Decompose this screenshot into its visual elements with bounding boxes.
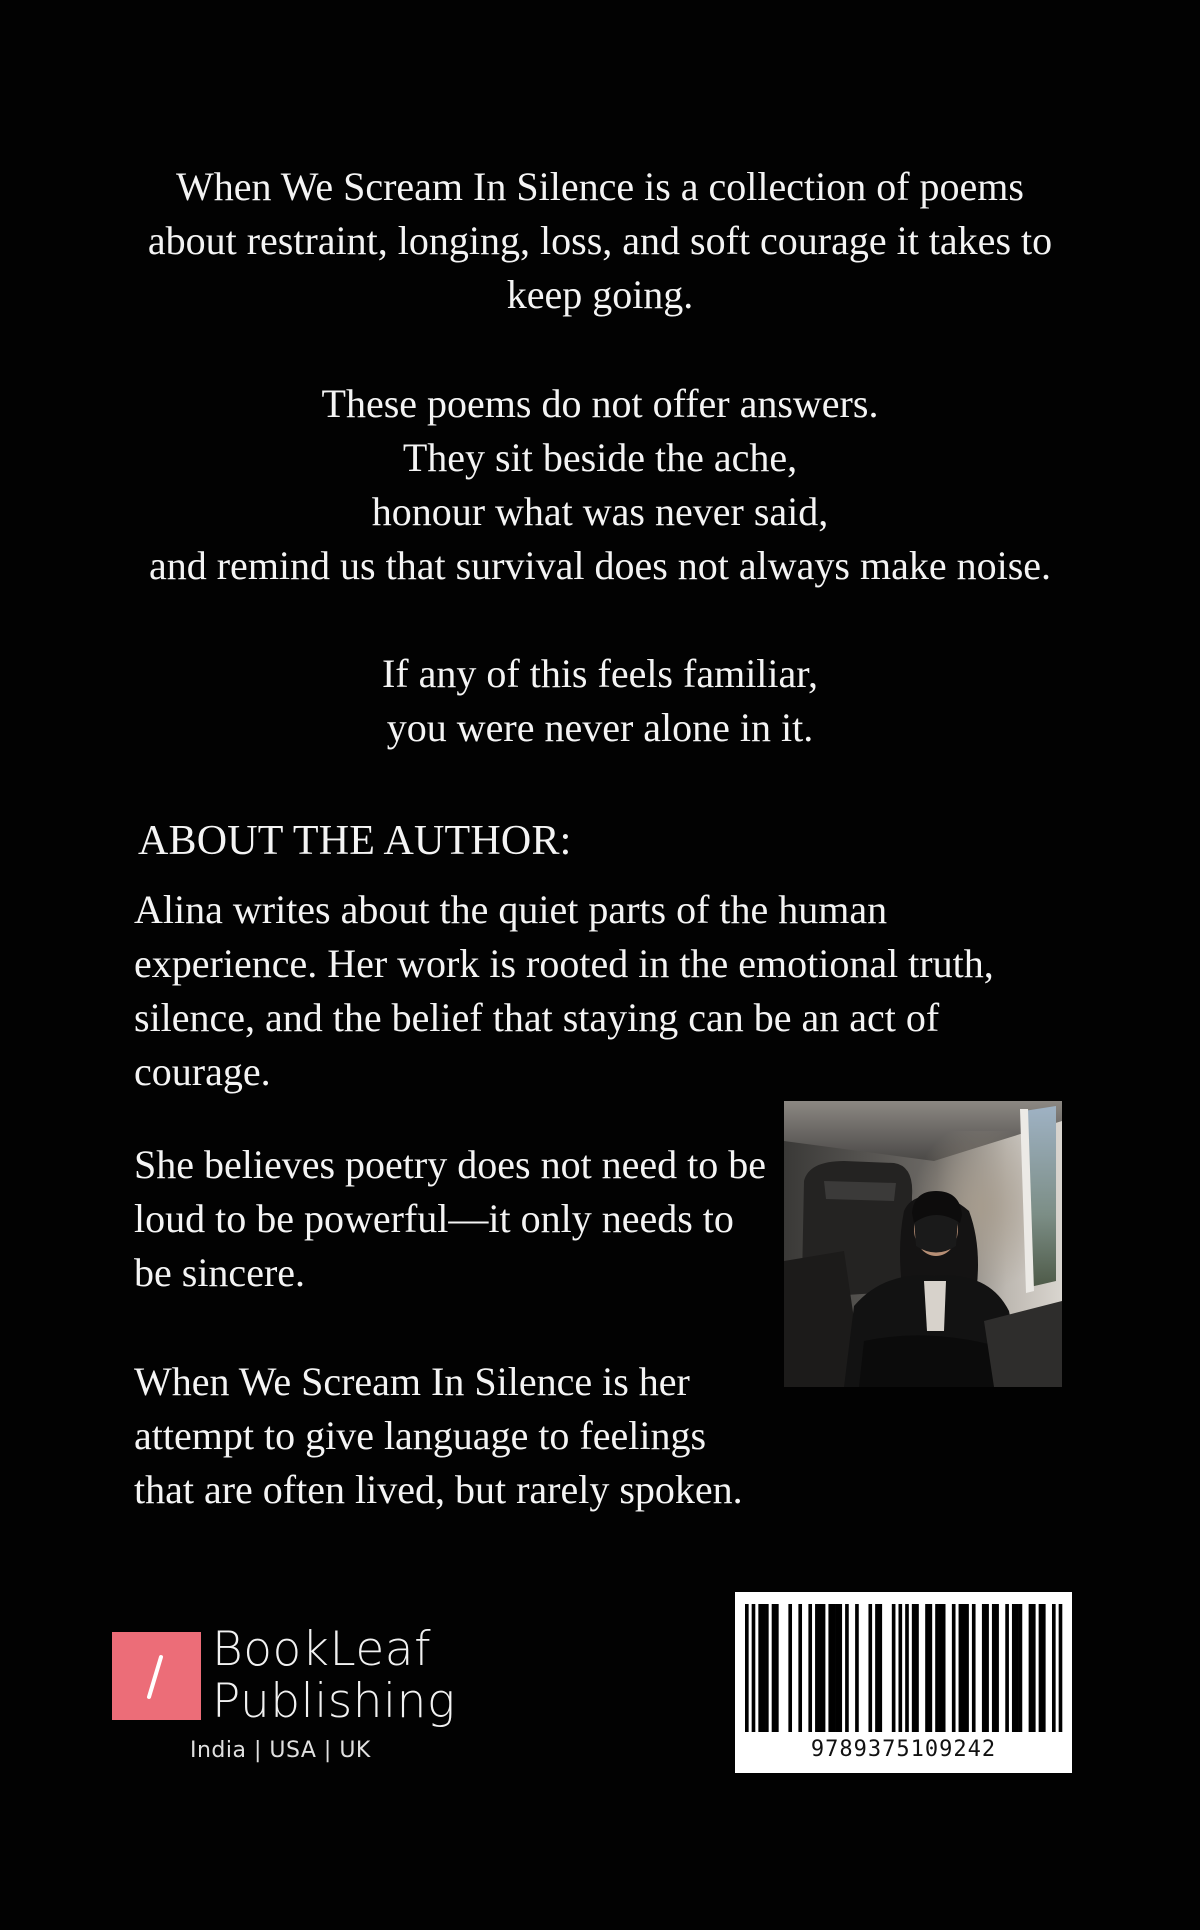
blurb-paragraph-1 xyxy=(110,160,1090,322)
about-paragraph-1 xyxy=(134,883,994,1099)
about-line: courage. xyxy=(134,1049,271,1094)
barcode-bar xyxy=(1015,1604,1019,1732)
barcode-bar xyxy=(808,1604,812,1732)
barcode-bar xyxy=(939,1604,943,1732)
blurb-line: When We Scream In Silence is a collection of poems xyxy=(176,164,1024,209)
barcode-bar xyxy=(855,1604,859,1732)
publisher-name-line-2: Publishing xyxy=(212,1674,456,1729)
barcode-bar xyxy=(775,1604,779,1732)
about-line: Alina writes about the quiet parts of the human xyxy=(134,887,888,932)
barcode-bar xyxy=(815,1604,819,1732)
barcode-bar xyxy=(915,1604,919,1732)
barcode-bar xyxy=(1042,1604,1046,1732)
author-photo xyxy=(784,1101,1062,1387)
barcode-bar xyxy=(1039,1604,1043,1732)
publisher-logo-mark xyxy=(112,1632,201,1720)
barcode-bar xyxy=(845,1604,849,1732)
about-line: silence, and the belief that staying can be an act of xyxy=(134,995,940,1040)
barcode-bar xyxy=(935,1604,939,1732)
about-line: When We Scream In Silence is her xyxy=(134,1359,690,1404)
barcode-bar xyxy=(758,1604,762,1732)
blurb-line: honour what was never said, xyxy=(371,489,829,534)
barcode-bar xyxy=(912,1604,916,1732)
about-line: experience. Her work is rooted in the emotional truth, xyxy=(134,941,994,986)
about-line: attempt to give language to feelings xyxy=(134,1413,707,1458)
barcode-bar xyxy=(822,1604,826,1732)
barcode-bar xyxy=(1052,1604,1056,1732)
barcode-bar xyxy=(798,1604,802,1732)
blurb-line: and remind us that survival does not always make noise. xyxy=(148,543,1052,588)
about-paragraph-2 xyxy=(134,1138,766,1300)
barcode-bar xyxy=(925,1604,929,1732)
barcode-bar xyxy=(982,1604,986,1732)
blurb-paragraph-2 xyxy=(110,377,1090,593)
barcode-bar xyxy=(898,1604,902,1732)
publisher-regions: India | USA | UK xyxy=(190,1738,371,1763)
about-line: loud to be powerful—it only needs to xyxy=(134,1196,734,1241)
barcode-bar xyxy=(952,1604,956,1732)
barcode-bar xyxy=(828,1604,832,1732)
about-line: that are often lived, but rarely spoken. xyxy=(134,1467,743,1512)
slash-icon xyxy=(112,1632,201,1720)
blurb-line: about restraint, longing, loss, and soft courage it takes to xyxy=(147,218,1053,263)
barcode-bar xyxy=(1012,1604,1016,1732)
about-line: She believes poetry does not need to be xyxy=(134,1142,767,1187)
barcode-bar xyxy=(762,1604,766,1732)
blurb-line: They sit beside the ache, xyxy=(402,435,798,480)
barcode-bar xyxy=(1032,1604,1036,1732)
barcode-bar xyxy=(752,1604,756,1732)
barcode-bar xyxy=(878,1604,882,1732)
barcode-bar xyxy=(1019,1604,1023,1732)
barcode-bar xyxy=(929,1604,933,1732)
barcode-bar xyxy=(905,1604,909,1732)
barcode-bar xyxy=(818,1604,822,1732)
barcode-bar xyxy=(788,1604,792,1732)
barcode-bar xyxy=(892,1604,896,1732)
barcode-bar xyxy=(875,1604,879,1732)
barcode-bar xyxy=(772,1604,776,1732)
about-paragraph-3 xyxy=(134,1355,743,1517)
barcode-bar xyxy=(985,1604,989,1732)
barcode-bar xyxy=(992,1604,996,1732)
barcode-bar xyxy=(832,1604,836,1732)
barcode-bar xyxy=(995,1604,999,1732)
barcode-bar xyxy=(745,1604,749,1732)
barcode-bar xyxy=(965,1604,969,1732)
barcode-bar xyxy=(942,1604,946,1732)
barcode-bar xyxy=(765,1604,769,1732)
about-line: be sincere. xyxy=(134,1250,306,1295)
about-author-heading: ABOUT THE AUTHOR: xyxy=(138,818,572,864)
blurb-line: keep going. xyxy=(506,272,694,317)
blurb-line: These poems do not offer answers. xyxy=(321,381,879,426)
blurb-line: If any of this feels familiar, xyxy=(381,651,818,696)
isbn-barcode xyxy=(735,1592,1072,1773)
barcode-bar xyxy=(1059,1604,1063,1732)
barcode-bar xyxy=(962,1604,966,1732)
barcode-bar xyxy=(838,1604,842,1732)
barcode-bar xyxy=(1005,1604,1009,1732)
blurb-paragraph-3 xyxy=(110,647,1090,755)
barcode-bar xyxy=(835,1604,839,1732)
isbn-number: 9789375109242 xyxy=(810,1737,997,1762)
publisher-name-line-1: BookLeaf xyxy=(212,1622,432,1677)
barcode-bar xyxy=(1029,1604,1033,1732)
barcode-bar xyxy=(972,1604,976,1732)
barcode-bar xyxy=(868,1604,872,1732)
blurb-line: you were never alone in it. xyxy=(386,705,814,750)
barcode-bar xyxy=(959,1604,963,1732)
